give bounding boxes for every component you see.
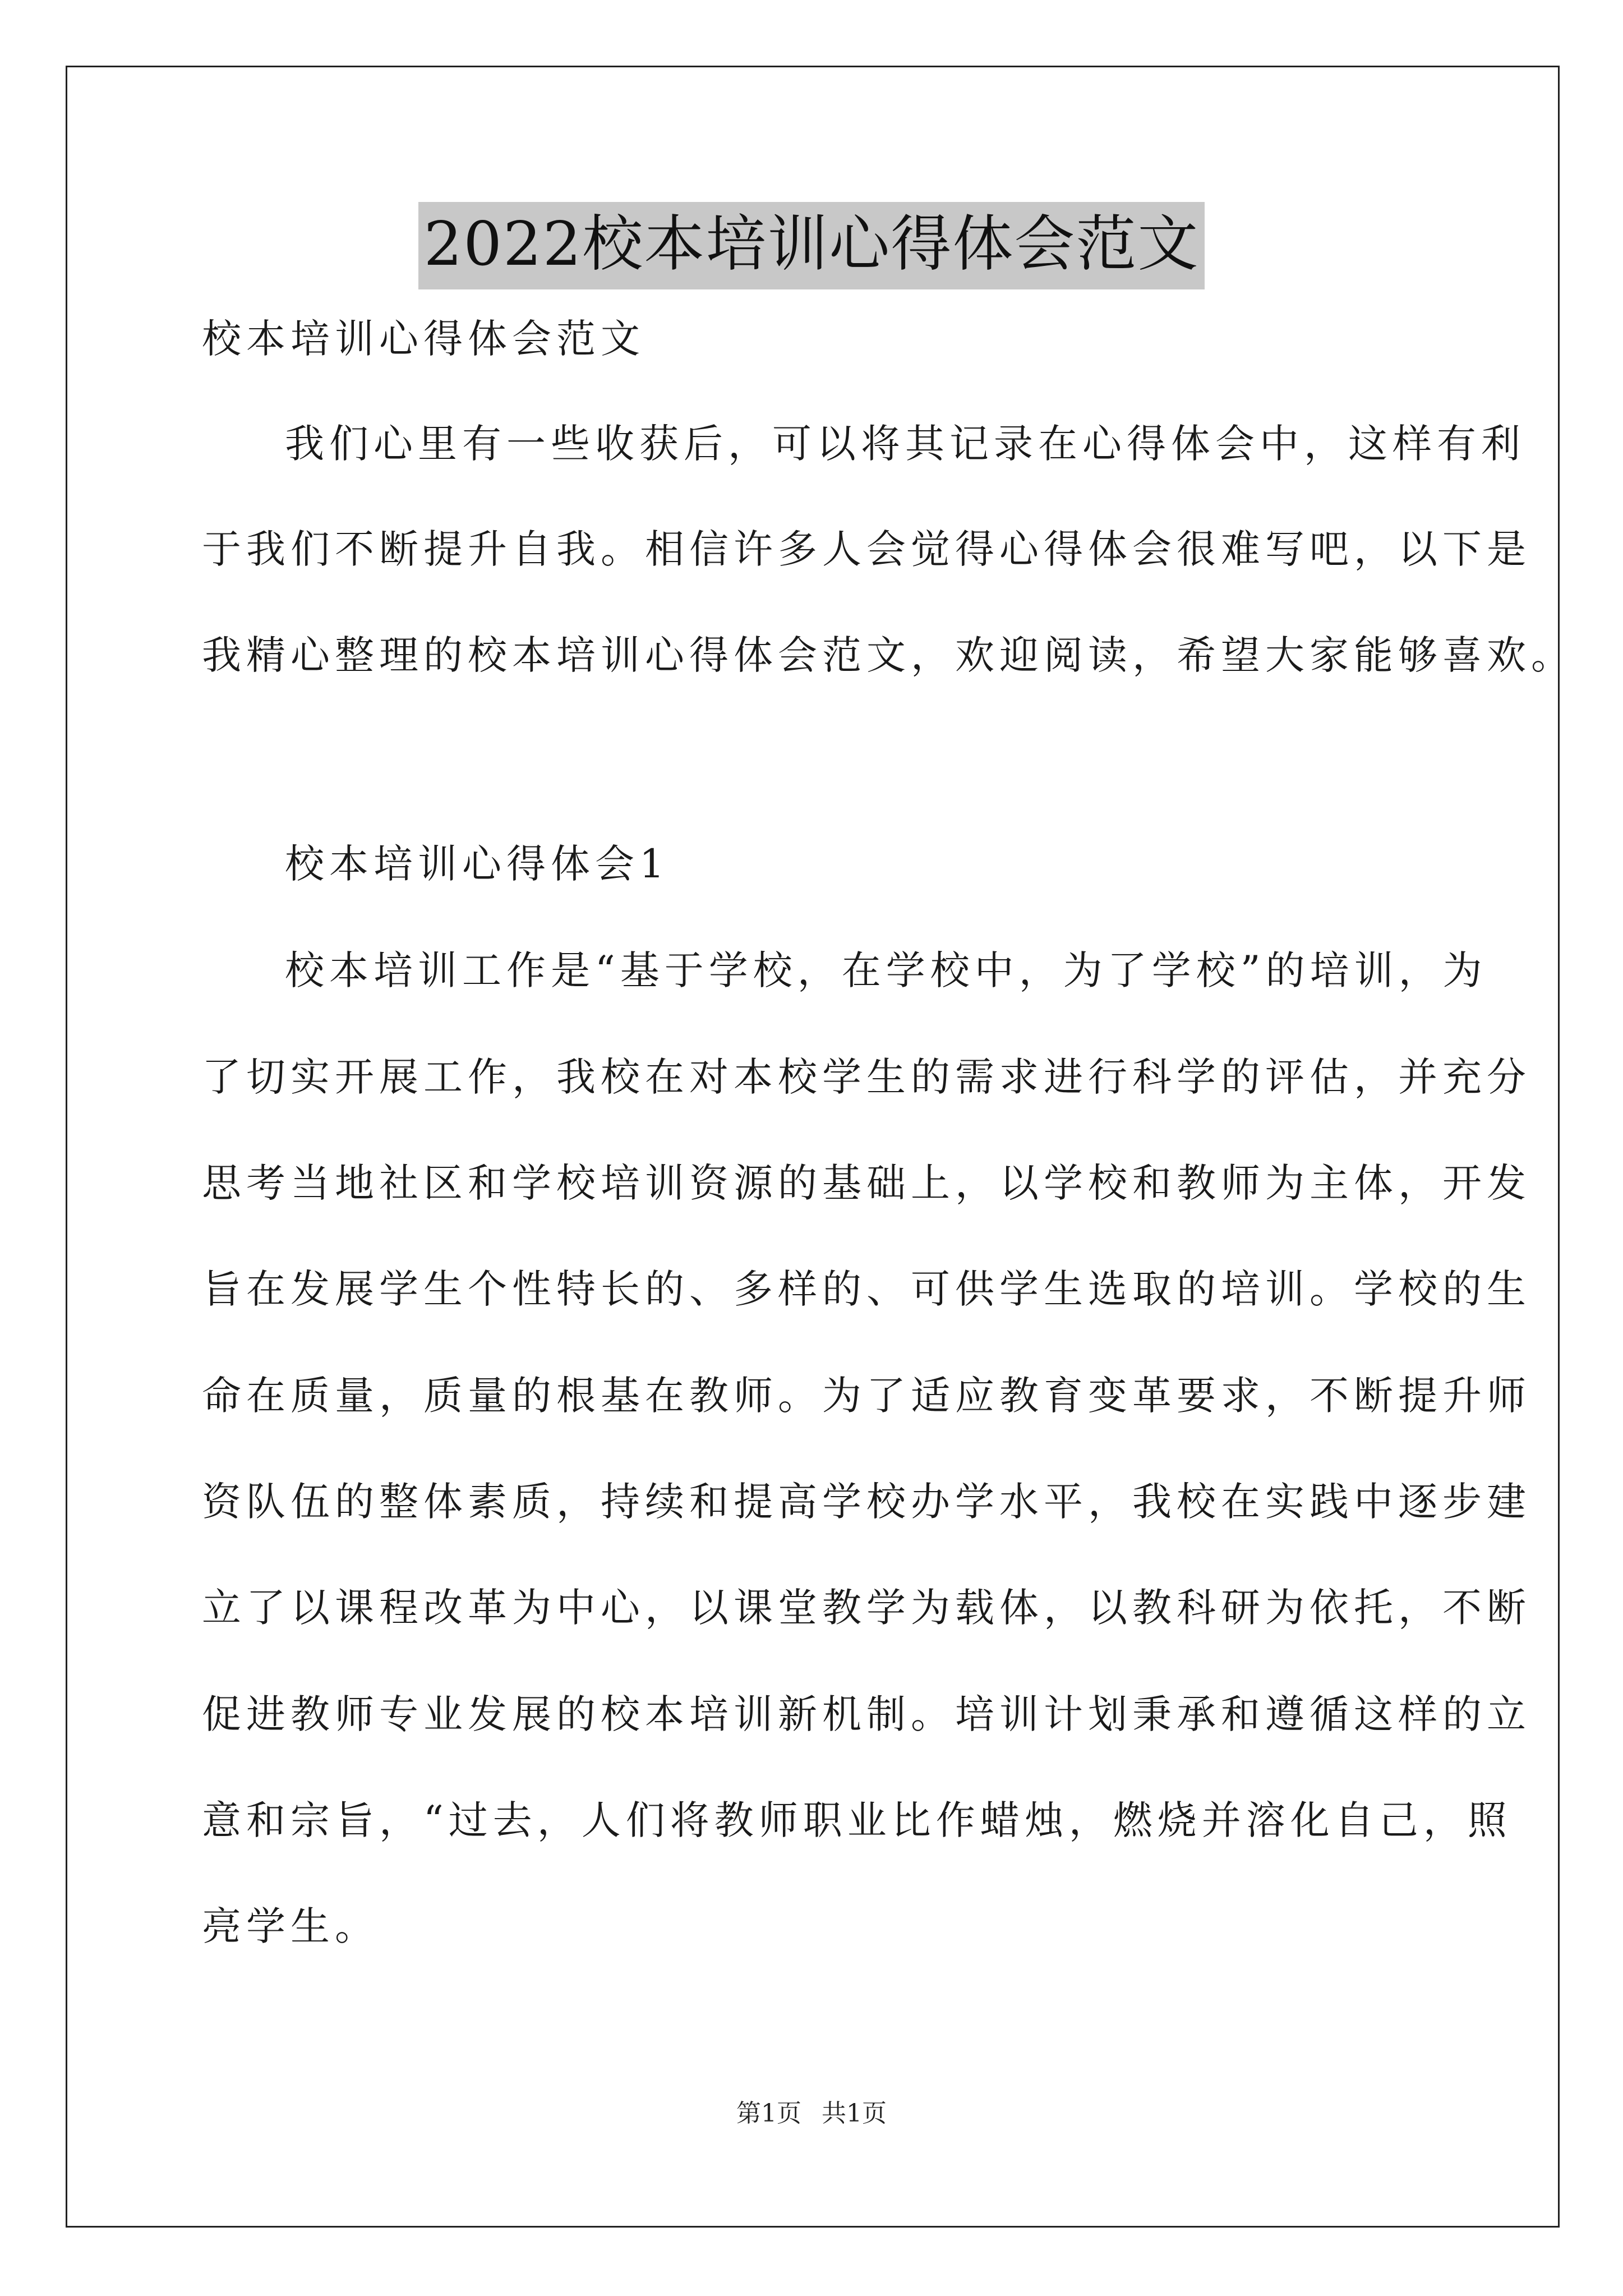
section-heading: 校本培训心得体会1 <box>285 841 670 887</box>
intro-line: 我们心里有一些收获后，可以将其记录在心得体会中，这样有利 <box>285 421 1525 467</box>
body-line: 旨在发展学生个性特长的、多样的、可供学生选取的培训。学校的生 <box>202 1266 1531 1312</box>
body-line: 亮学生。 <box>202 1903 379 1949</box>
document-title: 2022校本培训心得体会范文 <box>418 202 1205 289</box>
body-line: 立了以课程改革为中心，以课堂教学为载体，以教科研为依托，不断 <box>202 1585 1531 1631</box>
page-number-total: 共1页 <box>822 2099 887 2128</box>
document-subtitle: 校本培训心得体会范文 <box>202 316 645 362</box>
body-line: 校本培训工作是“基于学校，在学校中，为了学校”的培训，为 <box>285 947 1487 993</box>
page-number-current: 第1页 <box>736 2099 801 2128</box>
body-line: 意和宗旨，“过去，人们将教师职业比作蜡烛，燃烧并溶化自己，照 <box>202 1797 1512 1843</box>
intro-line: 我精心整理的校本培训心得体会范文，欢迎阅读，希望大家能够喜欢。 <box>202 632 1575 678</box>
body-line: 思考当地社区和学校培训资源的基础上，以学校和教师为主体，开发 <box>202 1160 1531 1206</box>
page-footer <box>0 2098 1623 2129</box>
title-container <box>0 202 1623 289</box>
body-line: 了切实开展工作，我校在对本校学生的需求进行科学的评估，并充分 <box>202 1054 1531 1100</box>
body-line: 促进教师专业发展的校本培训新机制。培训计划秉承和遵循这样的立 <box>202 1691 1531 1737</box>
intro-line: 于我们不断提升自我。相信许多人会觉得心得体会很难写吧，以下是 <box>202 526 1531 572</box>
body-line: 命在质量，质量的根基在教师。为了适应教育变革要求，不断提升师 <box>202 1373 1531 1419</box>
body-line: 资队伍的整体素质，持续和提高学校办学水平，我校在实践中逐步建 <box>202 1479 1531 1525</box>
document-body <box>202 314 1575 1951</box>
